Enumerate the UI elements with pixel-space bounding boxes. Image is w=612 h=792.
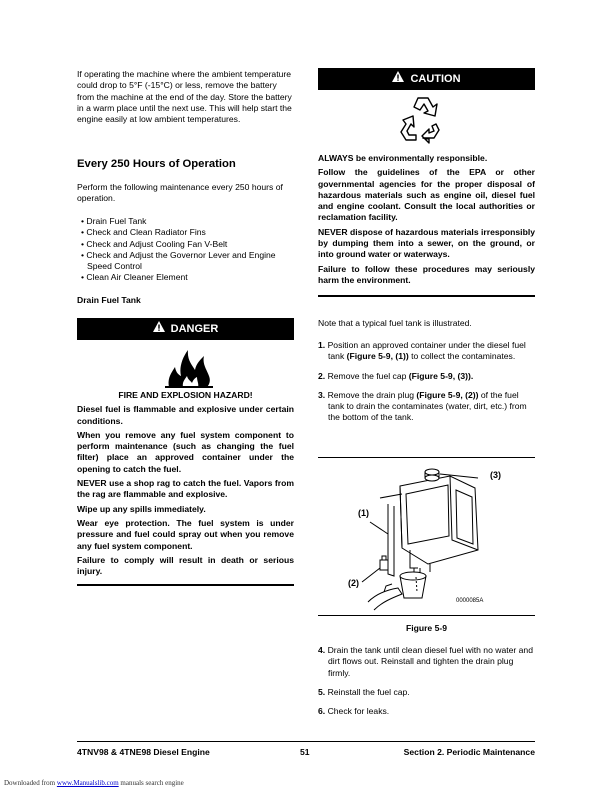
danger-text: Diesel fuel is flammable and explosive under certain conditions. — [77, 404, 294, 426]
step-item — [318, 390, 535, 424]
step-text: Position an approved container under the diesel fuel tank — [327, 340, 526, 362]
danger-label: DANGER — [170, 323, 219, 335]
fire-icon — [165, 348, 213, 388]
step-number: 3. — [318, 389, 326, 400]
figure-ref: (Figure 5-9, (1)) — [346, 351, 409, 362]
steps-list — [318, 340, 535, 424]
danger-header — [77, 318, 294, 340]
footer-rule — [77, 741, 535, 742]
danger-text: NEVER use a shop rag to catch the fuel. Vapors from the rag are flammable and explosive. — [77, 478, 294, 500]
steps-list-2 — [318, 645, 535, 717]
intro-paragraph: If operating the machine where the ambient temperature could drop to 5°F (-15°C) or less, remove the battery from the machine at the end of the day. Store the battery in a warm place until the next use. This will help start the engine easily at low ambient temperatures. — [77, 69, 292, 125]
danger-text: Failure to comply will result in death or serious injury. — [77, 554, 294, 577]
caution-text: ALWAYS be environmentally responsible. — [318, 153, 488, 163]
callout-2: (2) — [348, 578, 359, 588]
fuel-tank-figure — [340, 464, 520, 612]
list-item: • Check and Clean Radiator Fins — [81, 227, 206, 238]
download-note — [4, 779, 184, 787]
warning-triangle-icon — [392, 68, 404, 90]
hazard-title: FIRE AND EXPLOSION HAZARD! — [118, 390, 253, 400]
step-text: Remove the fuel cap — [327, 370, 409, 381]
caution-text: Follow the guidelines of the EPA or other governmental agencies for the proper disposal of hazardous materials such as engine oil, diesel fuel and engine coolant. Consult the local authorities or reclamation facility. — [318, 167, 535, 223]
figure-bottom-rule — [318, 615, 535, 616]
manualslib-link[interactable]: www.Manualslib.com — [56, 779, 119, 787]
caution-bottom-rule — [318, 295, 535, 297]
figure-ref: (Figure 5-9, (3)). — [408, 370, 474, 381]
danger-bottom-rule — [77, 584, 294, 586]
left-column — [77, 69, 294, 125]
caution-text: Failure to follow these procedures may seriously harm the environment. — [318, 263, 535, 285]
figure-code: 0000085A — [456, 598, 484, 604]
step-text: Remove the drain plug — [327, 389, 417, 400]
section-intro-text: Perform the following maintenance every 250 hours of operation. — [77, 182, 283, 204]
step-text: Check for leaks. — [327, 706, 390, 717]
step-text: Reinstall the fuel cap. — [327, 686, 410, 697]
callout-3: (3) — [490, 470, 501, 480]
caution-body — [318, 153, 535, 286]
step-text: Drain the tank until clean diesel fuel with no water and dirt flows out. Reinstall and tighten the drain plug firmly. — [327, 645, 533, 678]
step-item — [318, 687, 535, 698]
step-number: 4. — [318, 645, 326, 655]
note-text: Note that a typical fuel tank is illustrated. — [318, 318, 472, 328]
list-item: • Clean Air Cleaner Element — [81, 272, 188, 283]
footer-right: Section 2. Periodic Maintenance — [403, 747, 535, 757]
download-suffix: manuals search engine — [118, 779, 184, 787]
list-item: • Drain Fuel Tank — [81, 216, 147, 226]
caution-label: CAUTION — [410, 73, 461, 85]
step-text: to collect the contaminates. — [408, 351, 516, 362]
step-number: 5. — [318, 686, 326, 697]
recycle-icon — [396, 94, 446, 146]
step-number: 6. — [318, 706, 326, 717]
drain-fuel-tank-subhead: Drain Fuel Tank — [77, 295, 141, 305]
section-intro — [77, 182, 294, 205]
list-item: • Check and Adjust Cooling Fan V-Belt — [81, 238, 228, 249]
step-number: 2. — [318, 370, 326, 381]
section-title: Every 250 Hours of Operation — [77, 158, 236, 170]
footer-left: 4TNV98 & 4TNE98 Diesel Engine — [77, 747, 210, 757]
danger-text: Wear eye protection. The fuel system is under pressure and fuel could spray out when you remove any fuel system component. — [77, 517, 294, 551]
caution-header — [318, 68, 535, 90]
list-item: • Check and Adjust the Governor Lever and Engine Speed Control — [81, 249, 276, 272]
figure-caption: Figure 5-9 — [405, 623, 448, 633]
step-item — [318, 645, 535, 679]
danger-body — [77, 390, 294, 577]
danger-text: When you remove any fuel system component to perform maintenance (such as changing the fuel filter) place an approved container under the opening to catch the fuel. — [77, 429, 294, 474]
figure-ref: (Figure 5-9, (2)) — [416, 389, 479, 400]
task-list — [77, 216, 299, 284]
note — [318, 318, 535, 329]
step-text: of the fuel tank to drain the contaminates (water, dirt, etc.) from the bottom of the tank. — [328, 389, 527, 423]
figure-top-rule — [318, 457, 535, 458]
callout-1: (1) — [358, 508, 369, 518]
step-item — [318, 706, 535, 717]
step-number: 1. — [318, 340, 326, 350]
download-prefix: Downloaded from — [4, 779, 56, 787]
caution-text: NEVER dispose of hazardous materials irresponsibly by dumping them into a sewer, on the ground, or into ground water or waterways. — [318, 226, 535, 260]
step-item — [318, 340, 535, 363]
warning-triangle-icon — [153, 318, 165, 340]
step-item — [318, 371, 535, 382]
danger-text: Wipe up any spills immediately. — [77, 503, 206, 514]
page-number: 51 — [300, 747, 310, 757]
